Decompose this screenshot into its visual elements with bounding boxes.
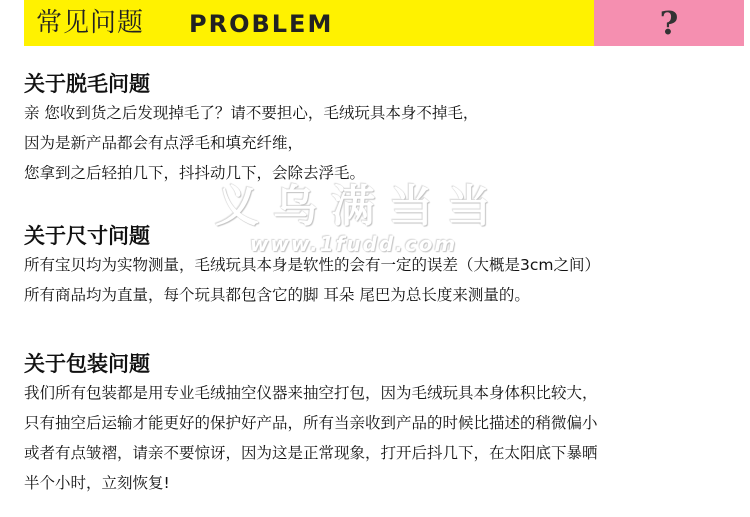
watermark-name: 义乌满当当 [215,181,505,232]
section-line: 半个小时，立刻恢复! [24,474,170,492]
section-line: 您拿到之后轻拍几下，抖抖动几下，会除去浮毛。 [24,164,366,182]
header-accent-block [594,0,744,46]
section-line: 因为是新产品都会有点浮毛和填充纤维， [24,134,304,152]
section-packaging [24,350,744,498]
section-line: 所有宝贝均为实物测量，毛绒玩具本身是软性的会有一定的误差（大概是3cm之间） [24,256,600,274]
question-mark-icon: ? [659,4,679,42]
page-header [24,0,744,46]
section-line: 我们所有包装都是用专业毛绒抽空仪器来抽空打包，因为毛绒玩具本身体积比较大， [24,384,598,402]
section-line: 或者有点皱褶，请亲不要惊讶，因为这是正常现象，打开后抖几下，在太阳底下暴晒 [24,444,598,462]
section-title: 关于尺寸问题 [24,224,150,248]
section-title: 关于包装问题 [24,352,150,376]
section-title: 关于脱毛问题 [24,72,150,96]
header-subtitle: PROBLEM [189,10,334,38]
section-shedding [24,70,744,188]
section-body [24,378,744,498]
watermark-url: www.1fudd.com [250,232,458,256]
section-body [24,250,744,310]
section-size [24,222,744,310]
section-line: 只有抽空后运输才能更好的保护好产品，所有当亲收到产品的时候比描述的稍微偏小 [24,414,598,432]
section-line: 所有商品均为直量，每个玩具都包含它的脚 耳朵 尾巴为总长度来测量的。 [24,286,530,304]
section-body [24,98,744,188]
section-line: 亲 您收到货之后发现掉毛了？请不要担心，毛绒玩具本身不掉毛， [24,104,479,122]
header-title: 常见问题 [36,8,145,38]
